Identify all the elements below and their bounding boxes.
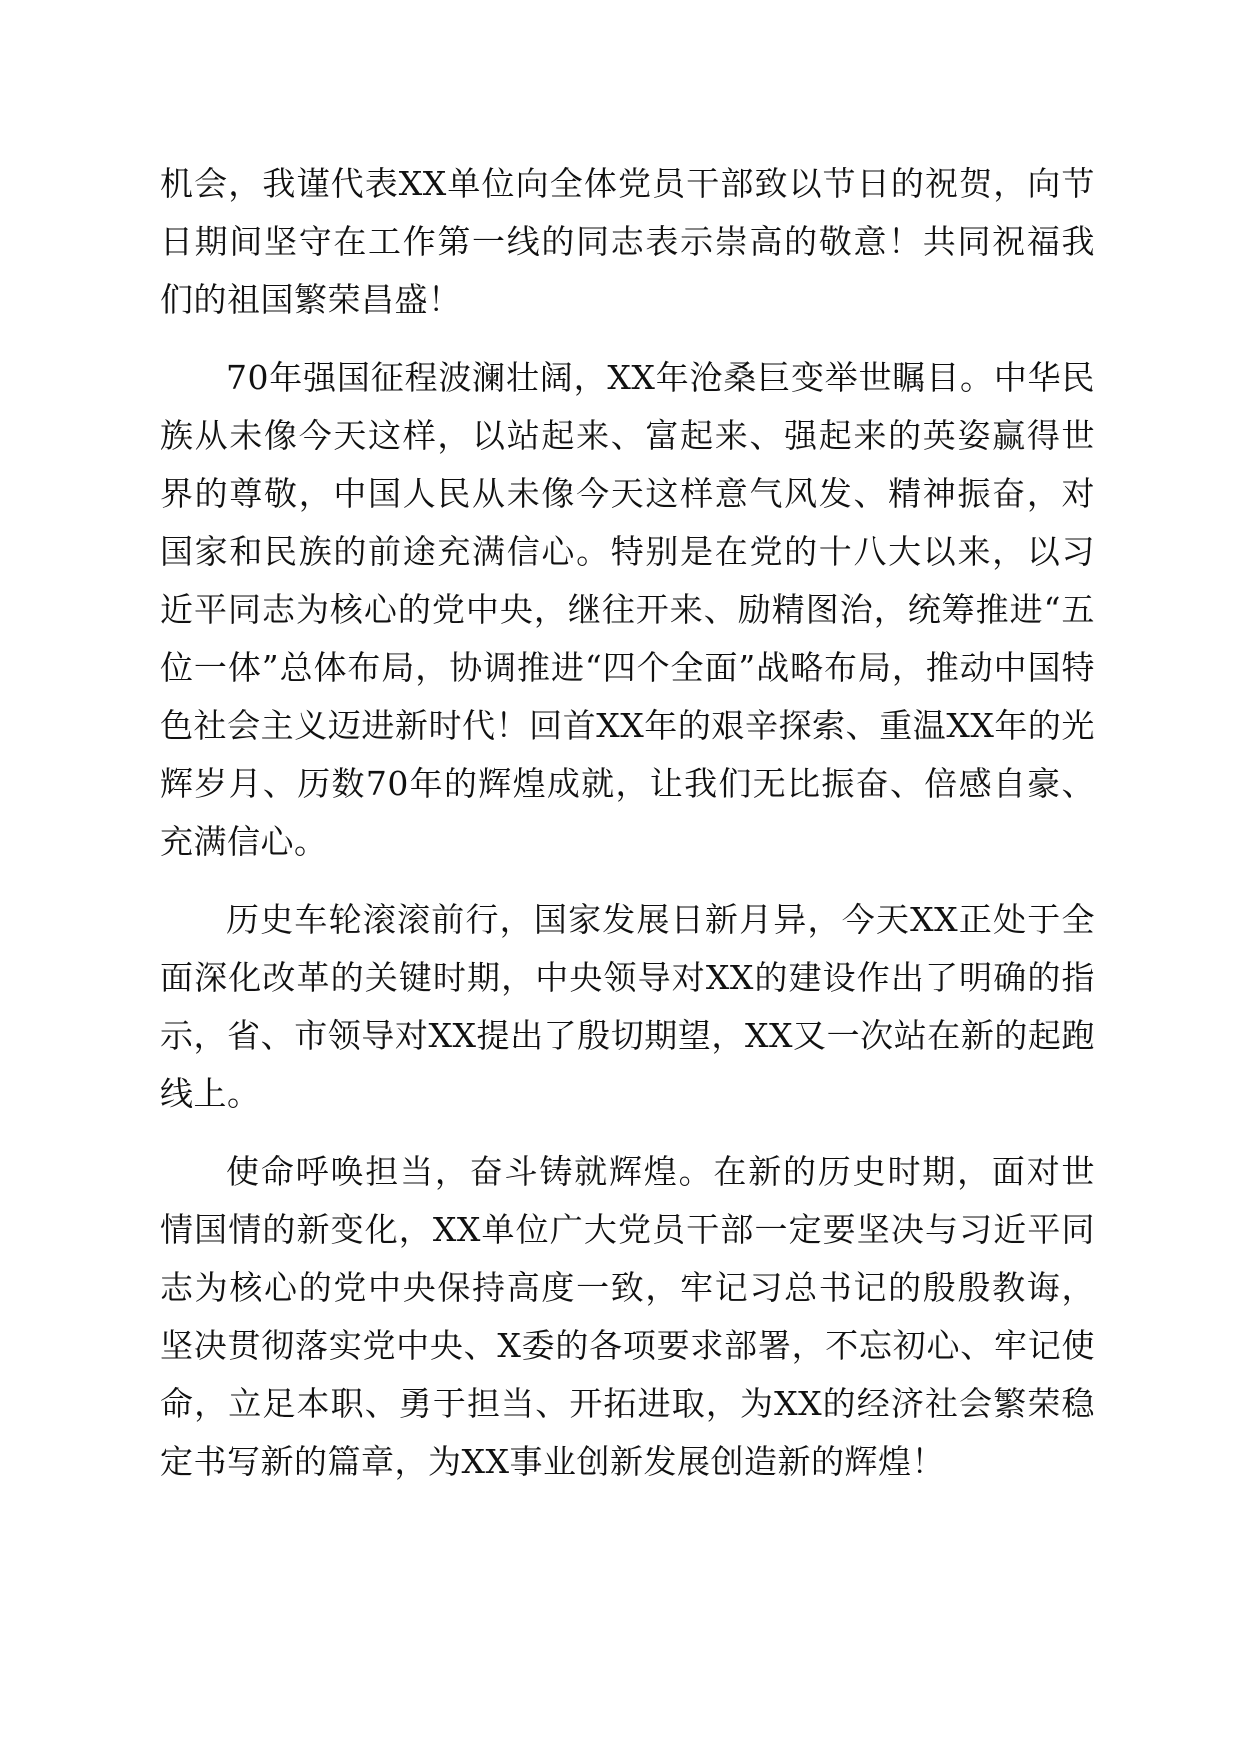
paragraph-70-years: 70年强国征程波澜壮阔，XX年沧桑巨变举世瞩目。中华民族从未像今天这样，以站起来、富起来、强起来的英姿赢得世界的尊敬，中国人民从未像今天这样意气风发、精神振奋，对国家和民族的前途充满信心。特别是在党的十八大以来，以习近平同志为核心的党中央，继往开来、励精图治，统筹推进“五位一体”总体布局，协调推进“四个全面”战略布局，推动中国特色社会主义迈进新时代！回首XX年的艰辛探索、重温XX年的光辉岁月、历数70年的辉煌成就，让我们无比振奋、倍感自豪、充满信心。 — [160, 358, 1095, 861]
document-body — [160, 155, 1095, 1511]
paragraph-mission: 使命呼唤担当，奋斗铸就辉煌。在新的历史时期，面对世情国情的新变化，XX单位广大党员干部一定要坚决与习近平同志为核心的党中央保持高度一致，牢记习总书记的殷殷教诲，坚决贯彻落实党中央、X委的各项要求部署，不忘初心、牢记使命，立足本职、勇于担当、开拓进取，为XX的经济社会繁荣稳定书写新的篇章，为XX事业创新发展创造新的辉煌！ — [160, 1152, 1095, 1481]
paragraph-history-wheel: 历史车轮滚滚前行，国家发展日新月异，今天XX正处于全面深化改革的关键时期，中央领导对XX的建设作出了明确的指示，省、市领导对XX提出了殷切期望，XX又一次站在新的起跑线上。 — [160, 900, 1095, 1113]
paragraph-continuation: 机会，我谨代表XX单位向全体党员干部致以节日的祝贺，向节日期间坚守在工作第一线的同志表示崇高的敬意！共同祝福我们的祖国繁荣昌盛！ — [160, 164, 1095, 319]
